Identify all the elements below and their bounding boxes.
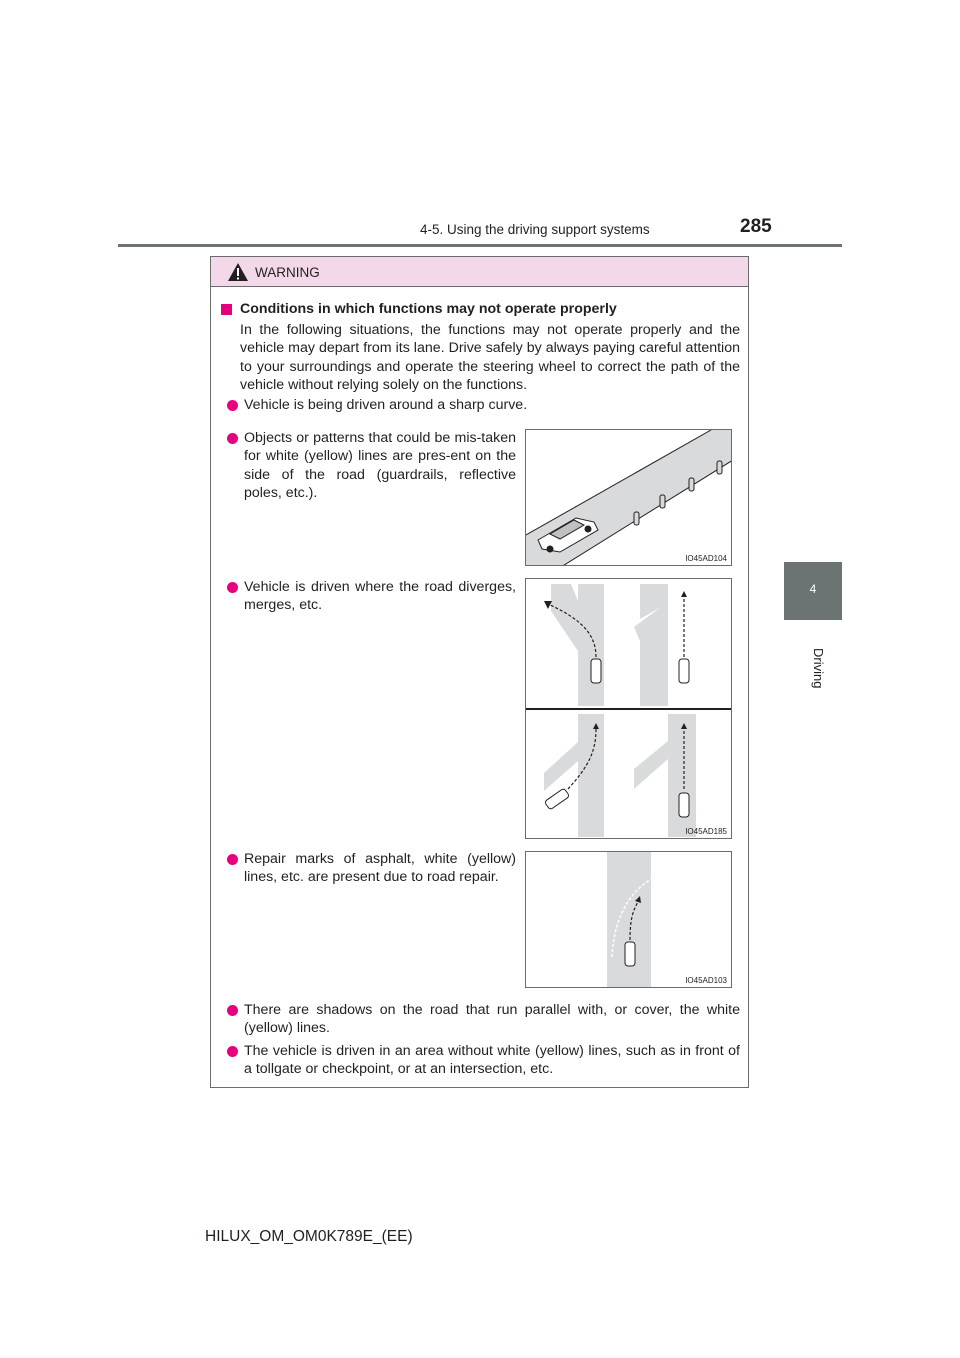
item-sharp-curve: Vehicle is being driven around a sharp curve.: [244, 397, 528, 413]
warning-intro: In the following situations, the functions may not operate properly and the vehicle may depart from its lane. Drive safely by always paying careful attention to your surroundings and operate the steering wheel to correct the path of the vehicle without relying solely on the functions.: [240, 322, 740, 394]
diverge-merge-illustration: [526, 579, 732, 839]
chapter-tab: [784, 562, 842, 620]
chapter-number: 4: [809, 582, 817, 596]
figure-diverge-merge: [525, 578, 732, 839]
bullet-icon: [227, 582, 238, 593]
bullet-icon: [227, 1046, 238, 1057]
chapter-label: Driving: [811, 648, 826, 689]
warning-header: [211, 257, 748, 287]
figure-code: IO45AD185: [685, 827, 727, 836]
warning-heading: Conditions in which functions may not operate properly: [240, 301, 617, 317]
warning-box: [210, 256, 749, 1088]
item-no-lines: The vehicle is driven in an area without white (yellow) lines, such as in front of a tollgate or checkpoint, or at an intersection, etc.: [244, 1043, 740, 1078]
bullet-icon: [227, 433, 238, 444]
road-poles-illustration: [526, 430, 732, 566]
square-bullet-icon: [221, 304, 232, 315]
repair-marks-illustration: [526, 852, 732, 988]
figure-guardrail-poles: [525, 429, 732, 566]
page-number: 285: [740, 216, 772, 237]
figure-code: IO45AD104: [685, 554, 727, 563]
bullet-icon: [227, 854, 238, 865]
figure-code: IO45AD103: [685, 976, 727, 985]
warning-triangle-icon: [227, 262, 249, 282]
warning-title: WARNING: [255, 265, 320, 280]
section-title: 4-5. Using the driving support systems: [420, 222, 650, 237]
item-repair-marks: Repair marks of asphalt, white (yellow) lines, etc. are present due to road repair.: [244, 851, 516, 886]
bullet-icon: [227, 400, 238, 411]
item-objects-patterns: Objects or patterns that could be mis-taken for white (yellow) lines are pres-ent on the side of the road (guardrails, reflective poles, etc.).: [244, 430, 516, 502]
document-id: HILUX_OM_OM0K789E_(EE): [205, 1228, 413, 1245]
header-rule: [118, 244, 842, 247]
item-shadows: There are shadows on the road that run parallel with, or cover, the white (yellow) lines.: [244, 1002, 740, 1037]
bullet-icon: [227, 1005, 238, 1016]
figure-repair-marks: [525, 851, 732, 988]
chapter-label-wrap: [812, 648, 832, 728]
item-diverge-merge: Vehicle is driven where the road diverges, merges, etc.: [244, 579, 516, 614]
